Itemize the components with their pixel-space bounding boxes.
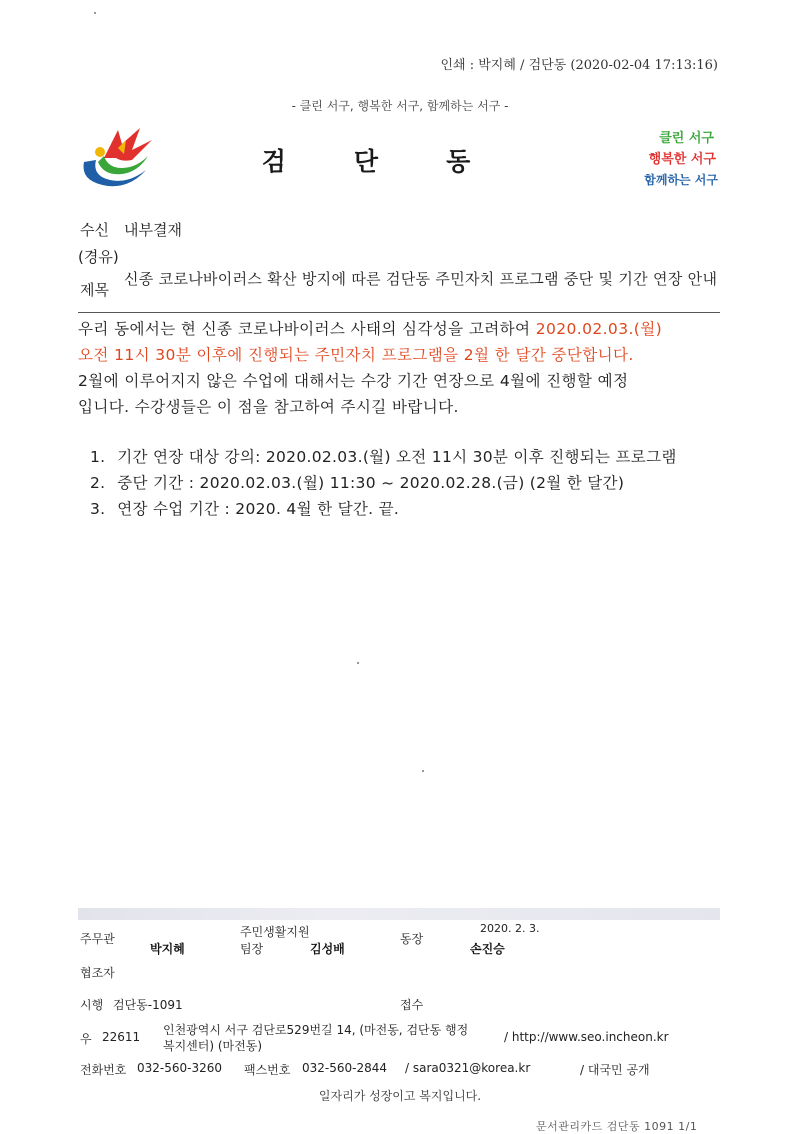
phone-label: 전화번호: [80, 1063, 127, 1077]
email-link[interactable]: / sara0321@korea.kr: [405, 1061, 531, 1075]
body-line-2-highlight: 오전 11시 30분 이후에 진행되는 주민자치 프로그램을 2월 한 달간 중단합니다.: [78, 346, 634, 364]
recipient-label: 수신: [80, 221, 109, 239]
item-number: 1.: [90, 448, 106, 466]
postal-label: 우: [80, 1032, 92, 1046]
approval-date: 2020. 2. 3.: [480, 922, 540, 935]
receipt-label: 접수: [400, 998, 424, 1012]
team-dept: 주민생활지원: [240, 925, 310, 939]
proposer-name: 박지혜: [150, 942, 185, 956]
body-line-4: 입니다. 수강생들은 이 점을 참고하여 주시길 바랍니다.: [78, 398, 459, 416]
highlight-date: 2020.02.03.(월): [535, 320, 663, 338]
slogan: - 클린 서구, 행복한 서구, 함께하는 서구 -: [291, 99, 509, 113]
subject-label: 제목: [80, 281, 109, 299]
recipient-value: 내부결재: [124, 221, 182, 239]
item-text: 연장 수업 기간 : 2020. 4월 한 달간. 끝.: [117, 500, 400, 518]
logo-line-3: 함께하는 서구: [644, 173, 718, 187]
scan-speck: [422, 770, 424, 772]
list-item: [90, 470, 677, 496]
scan-speck: [94, 12, 96, 14]
subject-divider: [78, 312, 720, 313]
collaborator-label: 협조자: [80, 966, 115, 980]
website-link[interactable]: / http://www.seo.incheon.kr: [504, 1030, 669, 1044]
item-text: 중단 기간 : 2020.02.03.(월) 11:30 ~ 2020.02.28.(금) (2월 한 달간): [117, 474, 625, 492]
body-line-3: 2월에 이루어지지 않은 수업에 대해서는 수강 기간 연장으로 4월에 진행할 예정: [78, 372, 629, 390]
item-number: 2.: [90, 474, 106, 492]
head-label: 동장: [400, 932, 424, 946]
item-text: 기간 연장 대상 강의: 2020.02.03.(월) 오전 11시 30분 이후 진행되는 프로그램: [117, 448, 677, 466]
item-list: [90, 444, 677, 522]
list-item: [90, 444, 677, 470]
fax-label: 팩스번호: [244, 1063, 291, 1077]
page-footer-cutoff: 문서관리카드 검단동 1091 1/1: [536, 1120, 698, 1133]
scan-speck: [357, 662, 359, 664]
head-name: 손진승: [470, 942, 505, 956]
body-line-1-text: 우리 동에서는 현 신종 코로나바이러스 사태의 심각성을 고려하여: [78, 320, 536, 338]
item-number: 3.: [90, 500, 106, 518]
organization-title: 검단동: [261, 147, 539, 176]
body-paragraph: [78, 316, 720, 420]
address-line-2: 복지센터) (마전동): [163, 1039, 263, 1053]
team-name: 김성배: [310, 942, 345, 956]
subject-text: 신종 코로나바이러스 확산 방지에 따른 검단동 주민자치 프로그램 중단 및 기간 연장 안내: [124, 270, 718, 288]
postal-code: 22611: [102, 1030, 141, 1044]
logo-line-1: 클린 서구: [659, 131, 714, 146]
logo-line-2: 행복한 서구: [648, 152, 716, 167]
slogan-logo-icon: [638, 124, 720, 190]
fax-value: 032-560-2844: [302, 1061, 388, 1075]
team-label: 팀장: [240, 942, 264, 956]
via-label: (경유): [78, 248, 119, 266]
phone-value: 032-560-3260: [137, 1061, 223, 1075]
enforce-value: 검단동-1091: [113, 998, 183, 1012]
list-item: [90, 496, 677, 522]
disclosure-text: / 대국민 공개: [580, 1063, 650, 1077]
address-line-1: 인천광역시 서구 검단로529번길 14, (마전동, 검단동 행정: [163, 1023, 469, 1037]
footer-band: [78, 908, 720, 920]
print-info: 인쇄 : 박지혜 / 검단동 (2020-02-04 17:13:16): [440, 58, 718, 73]
enforce-label: 시행: [80, 998, 104, 1012]
bottom-slogan: 일자리가 성장이고 복지입니다.: [318, 1089, 482, 1103]
body-line-1: [78, 316, 720, 342]
proposer-label: 주무관: [80, 932, 115, 946]
